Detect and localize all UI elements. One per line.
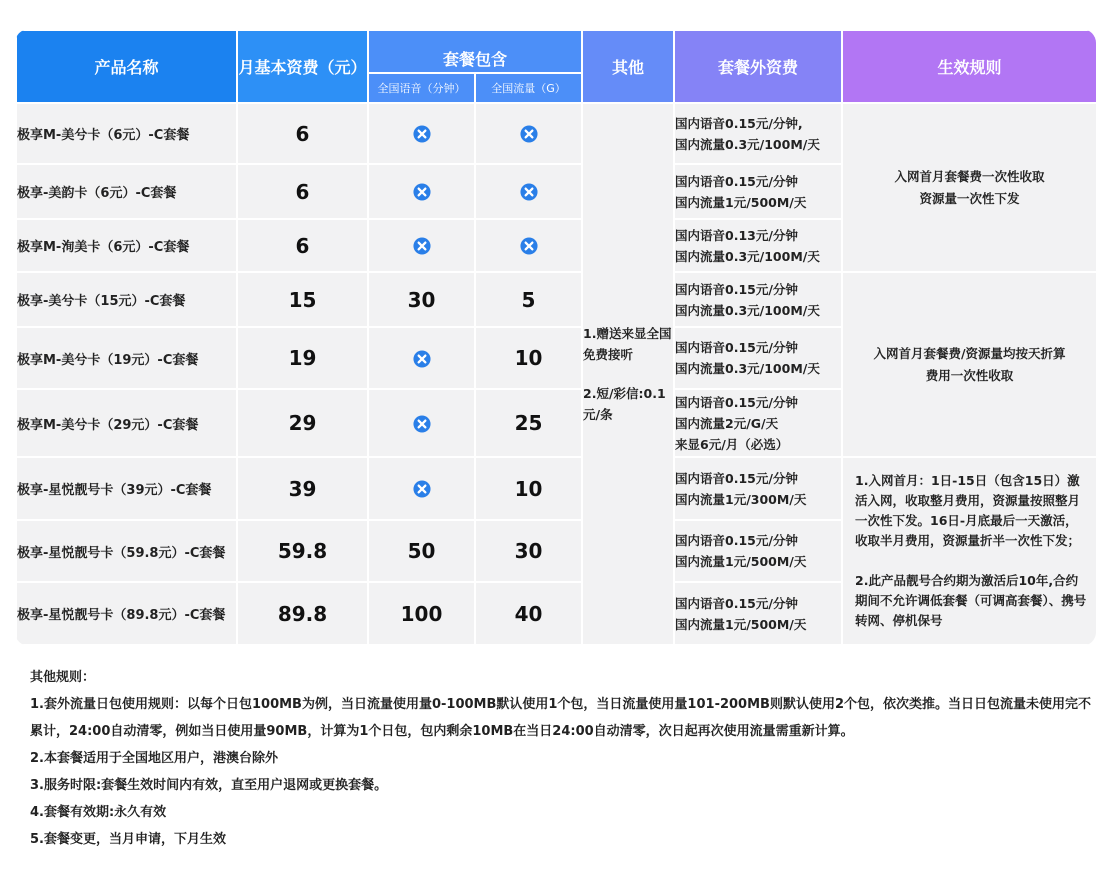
plan-fee: 29 [237,389,368,457]
extra-line: 来显6元/月（必选） [675,436,789,452]
other-line-2: 2.短/彩信:0.1元/条 [583,386,666,422]
extra-line: 国内流量1元/500M/天 [675,194,807,210]
header-effective-rules: 生效规则 [842,30,1096,103]
rule-line: 资源量一次性下发 [919,190,1020,206]
other-info [582,103,674,645]
note-item: 3.服务时限:套餐生效时间内有效，直至用户退网或更换套餐。 [30,778,388,793]
extra-fee [674,219,842,272]
voice-cell [368,457,475,520]
plan-name: 极享-星悦靓号卡（89.8元）-C套餐 [16,582,237,645]
x-circle-icon [520,237,538,255]
table-row [16,457,1096,520]
extra-line: 国内语音0.15元/分钟 [675,173,798,189]
other-rules-notes [30,664,1100,853]
x-circle-icon [413,125,431,143]
extra-line: 国内流量2元/G/天 [675,415,779,431]
header-monthly-fee: 月基本资费（元） [237,30,368,103]
x-circle-icon [520,125,538,143]
data-cell: 10 [475,457,582,520]
extra-line: 国内语音0.15元/分钟, [675,115,803,131]
extra-fee [674,327,842,389]
rule-line: 费用一次性收取 [925,367,1014,383]
rule-group-2 [842,272,1096,457]
data-cell [475,103,582,164]
extra-line: 国内流量0.3元/100M/天 [675,361,820,376]
plan-fee: 6 [237,219,368,272]
x-circle-icon [413,415,431,433]
x-circle-icon [413,350,431,368]
rule-line: 入网首月套餐费一次性收取 [894,168,1045,184]
extra-fee [674,520,842,582]
note-item: 4.套餐有效期:永久有效 [30,805,167,820]
plan-fee: 89.8 [237,582,368,645]
extra-fee [674,103,842,164]
voice-cell [368,103,475,164]
x-circle-icon [413,183,431,201]
voice-cell [368,219,475,272]
table-row [16,272,1096,327]
data-cell [475,219,582,272]
notes-title: 其他规则： [30,670,96,685]
plan-table-container [15,29,1096,646]
rule-group-1 [842,103,1096,272]
extra-line: 国内流量1元/500M/天 [675,554,807,569]
extra-fee [674,272,842,327]
plan-name: 极享-星悦靓号卡（59.8元）-C套餐 [16,520,237,582]
x-circle-icon [413,480,431,498]
rule-line: 入网首月套餐费/资源量均按天折算 [873,345,1066,361]
rule-group-3 [842,457,1096,645]
header-extra-fee: 套餐外资费 [674,30,842,103]
data-cell: 5 [475,272,582,327]
extra-fee [674,582,842,645]
data-cell: 30 [475,520,582,582]
extra-line: 国内流量0.3元/100M/天 [675,302,820,318]
voice-cell: 30 [368,272,475,327]
header-voice-minutes: 全国语音（分钟） [368,73,475,103]
note-item: 2.本套餐适用于全国地区用户，港澳台除外 [30,751,278,766]
plan-name: 极享-美兮卡（15元）-C套餐 [16,272,237,327]
extra-line: 国内流量0.3元/100M/天 [675,136,820,152]
plan-fee: 59.8 [237,520,368,582]
extra-fee [674,164,842,219]
plan-name: 极享M-美兮卡（6元）-C套餐 [16,103,237,164]
header-package-includes: 套餐包含 [368,30,582,73]
plan-fee: 6 [237,164,368,219]
voice-cell: 100 [368,582,475,645]
voice-cell [368,389,475,457]
data-cell: 25 [475,389,582,457]
header-data-gb: 全国流量（G） [475,73,582,103]
voice-cell: 50 [368,520,475,582]
extra-line: 国内语音0.15元/分钟 [675,340,798,355]
voice-cell [368,164,475,219]
header-product-name: 产品名称 [16,30,237,103]
data-cell [475,164,582,219]
plan-name: 极享M-洵美卡（6元）-C套餐 [16,219,237,272]
extra-line: 国内流量1元/500M/天 [675,616,807,632]
extra-line: 国内语音0.15元/分钟 [675,595,798,611]
voice-cell [368,327,475,389]
plan-table [15,29,1096,646]
extra-line: 国内语音0.13元/分钟 [675,227,798,243]
plan-fee: 6 [237,103,368,164]
extra-line: 国内语音0.15元/分钟 [675,394,798,410]
x-circle-icon [413,237,431,255]
other-line-1: 1.赠送来显全国免费接听 [583,326,672,362]
extra-line: 国内流量0.3元/100M/天 [675,248,820,264]
extra-line: 国内语音0.15元/分钟 [675,470,798,486]
extra-fee [674,389,842,457]
plan-name: 极享M-美兮卡（29元）-C套餐 [16,389,237,457]
x-circle-icon [520,183,538,201]
plan-fee: 15 [237,272,368,327]
plan-name: 极享M-美兮卡（19元）-C套餐 [16,327,237,389]
note-item: 5.套餐变更，当月申请，下月生效 [30,832,226,847]
rule-paragraph: 1.入网首月：1日-15日（包含15日）激活入网，收取整月费用，资源量按照整月一次性下发。16日-月底最后一天激活，收取半月费用，资源量折半一次性下发； [855,473,1081,548]
header-other: 其他 [582,30,674,103]
extra-line: 国内语音0.15元/分钟 [675,281,798,297]
table-row [16,103,1096,164]
data-cell: 40 [475,582,582,645]
plan-name: 极享-星悦靓号卡（39元）-C套餐 [16,457,237,520]
extra-fee [674,457,842,520]
plan-fee: 19 [237,327,368,389]
extra-line: 国内语音0.15元/分钟 [675,533,798,548]
note-item: 1.套外流量日包使用规则：以每个日包100MB为例，当日流量使用量0-100MB默认使用1个包，当日流量使用量101-200MB则默认使用2个包，依次类推。当日日包流量未使用完不累计，24:00自动清零，例如当日使用量90MB，计算为1个日包，包内剩余10MB在当日24:00自动清零，次日起再次使用流量需重新计算。 [30,697,1091,739]
extra-line: 国内流量1元/300M/天 [675,491,807,507]
plan-fee: 39 [237,457,368,520]
data-cell: 10 [475,327,582,389]
rule-paragraph: 2.此产品靓号合约期为激活后10年,合约期间不允许调低套餐（可调高套餐）、携号转网、停机保号 [855,573,1087,628]
plan-name: 极享-美韵卡（6元）-C套餐 [16,164,237,219]
